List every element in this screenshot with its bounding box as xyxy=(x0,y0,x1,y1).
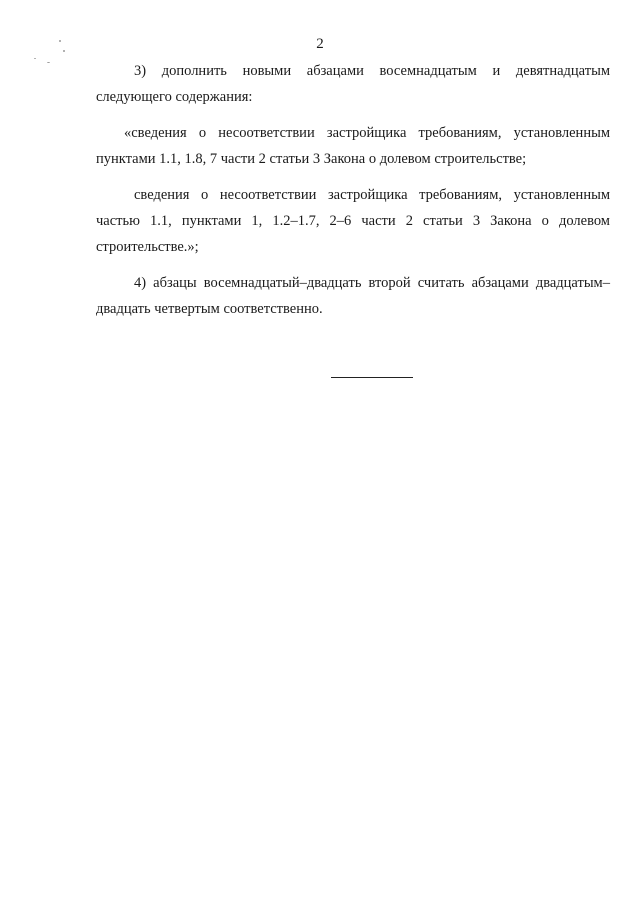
paragraph-item-4: 4) абзацы восемнадцатый–двадцать второй считать абзацами двадцатым–двадцать четвертым соответственно. xyxy=(96,275,610,317)
paragraph-item-3: 3) дополнить новыми абзацами восемнадцатым и девятнадцатым следующего содержания: xyxy=(96,63,610,105)
paragraph-quote-2: сведения о несоответствии застройщика требованиям, установленным частью 1.1, пунктами 1, 1.2–1.7, 2–6 части 2 статьи 3 Закона о долевом строительстве.»; xyxy=(96,187,610,255)
end-separator-line xyxy=(331,377,413,378)
scan-speck xyxy=(47,62,50,63)
paragraph-quote-1: «сведения о несоответствии застройщика требованиям, установленным пунктами 1.1, 1.8, 7 части 2 статьи 3 Закона о долевом строительстве; xyxy=(96,125,610,167)
document-body xyxy=(96,58,610,332)
scan-speck xyxy=(34,58,36,59)
page-number: 2 xyxy=(316,36,324,52)
